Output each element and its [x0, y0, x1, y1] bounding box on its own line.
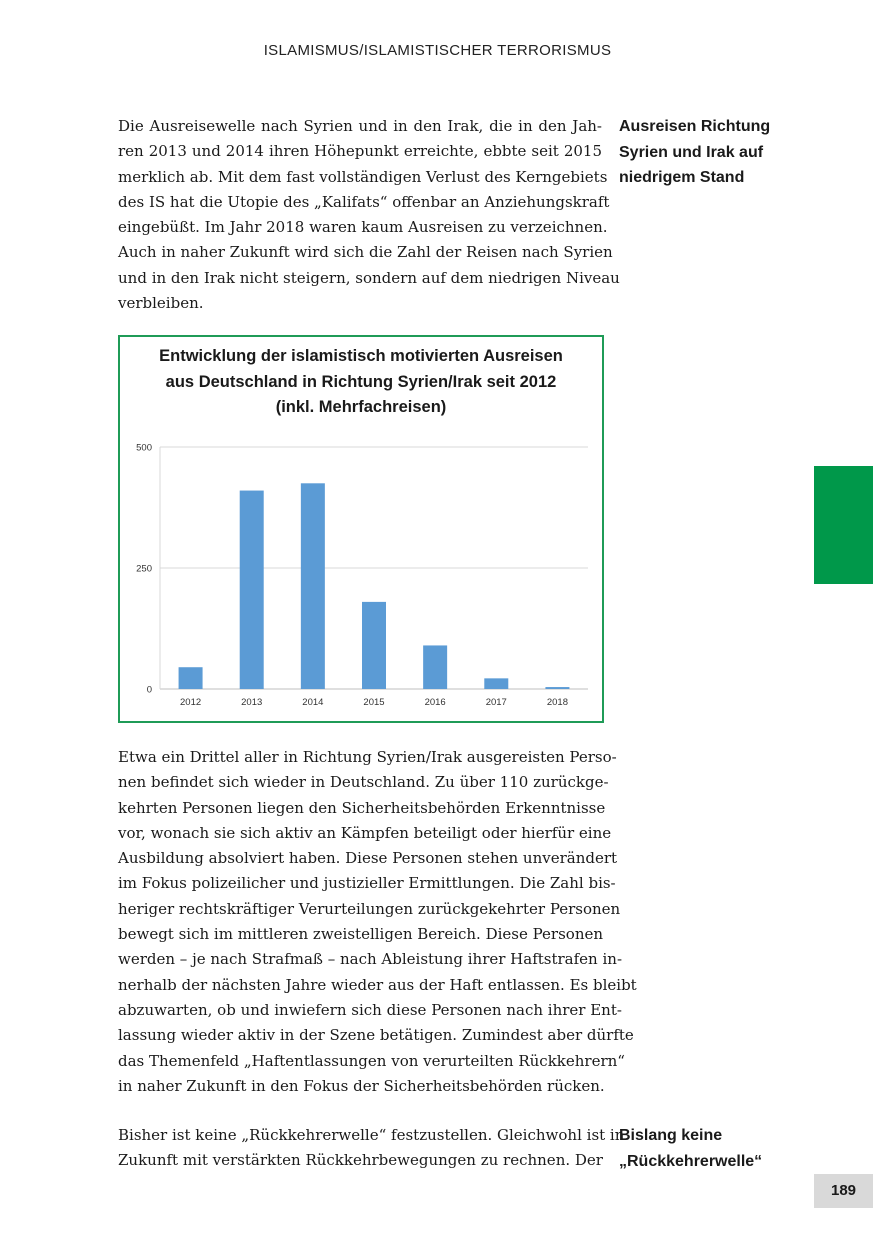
y-tick-label: 500: [136, 442, 152, 454]
margin-note-departures: [619, 114, 799, 191]
x-tick-label: 2014: [302, 697, 324, 708]
chart-frame: [118, 335, 604, 723]
text-line: des IS hat die Utopie des „Kalifats“ offenbar an Anziehungskraft: [118, 192, 610, 211]
x-tick-label: 2012: [180, 697, 202, 708]
x-tick-label: 2018: [546, 697, 568, 708]
text-line: nen befindet sich wieder in Deutschland. Zu über 110 zurückge-: [118, 773, 609, 792]
y-tick-label: 250: [136, 563, 152, 575]
paragraph-no-return-wave: [118, 1123, 625, 1174]
text-line: Auch in naher Zukunft wird sich die Zahl der Reisen nach Syrien: [118, 243, 613, 262]
text-line: Die Ausreisewelle nach Syrien und in den Irak, die in den Jah-: [118, 117, 602, 135]
bar-2017: [484, 678, 508, 689]
text-line: abzuwarten, ob und inwiefern sich diese Personen nach ihrer Ent-: [118, 1000, 622, 1019]
margin-note-return-wave: [619, 1123, 799, 1174]
text-line: werden – je nach Strafmaß – nach Ableistung ihrer Haftstrafen in-: [118, 950, 623, 969]
text-line: nerhalb der nächsten Jahre wieder aus der Haft entlassen. Es bleibt: [118, 975, 637, 994]
bar-2014: [301, 483, 325, 689]
text-line: lassung wieder aktiv in der Szene betätigen. Zumindest aber dürfte: [118, 1026, 634, 1045]
x-tick-label: 2015: [363, 697, 385, 708]
text-line: eingebüßt. Im Jahr 2018 waren kaum Ausreisen zu verzeichnen.: [118, 218, 608, 237]
x-tick-label: 2013: [241, 697, 263, 708]
text-line: im Fokus polizeilicher und justizieller Ermittlungen. Die Zahl bis-: [118, 874, 616, 893]
text-line: heriger rechtskräftiger Verurteilungen zurückgekehrter Personen: [118, 899, 621, 918]
bar-2015: [362, 602, 386, 689]
text-line: ren 2013 und 2014 ihren Höhepunkt erreichte, ebbte seit 2015: [118, 142, 602, 161]
bar-2016: [423, 645, 447, 689]
chart-title-line: Entwicklung der islamistisch motivierten Ausreisen: [159, 347, 563, 365]
bar-chart: [120, 337, 602, 721]
margin-note-line: Bislang keine: [619, 1127, 723, 1144]
bar-2013: [240, 491, 264, 689]
text-line: in naher Zukunft in den Fokus der Sicherheitsbehörden rücken.: [118, 1076, 605, 1095]
chart-title-line: (inkl. Mehrfachreisen): [275, 398, 447, 416]
x-tick-label: 2016: [424, 697, 446, 708]
bar-2018: [545, 687, 569, 689]
margin-note-line: Ausreisen Richtung: [619, 118, 771, 135]
text-line: Ausbildung absolviert haben. Diese Personen stehen unverändert: [118, 849, 618, 868]
x-tick-label: 2017: [485, 697, 507, 708]
paragraph-returnees: [118, 745, 637, 1099]
text-line: vor, wonach sie sich aktiv an Kämpfen beteiligt oder hierfür eine: [118, 823, 612, 842]
page-number: 189: [814, 1174, 873, 1208]
running-header: ISLAMISMUS/ISLAMISTISCHER TERRORISMUS: [263, 42, 612, 59]
text-line: kehrten Personen liegen den Sicherheitsbehörden Erkenntnisse: [118, 798, 606, 817]
text-line: und in den Irak nicht steigern, sondern auf dem niedrigen Niveau: [118, 268, 620, 287]
text-line: Zukunft mit verstärkten Rückkehrbewegungen zu rechnen. Der: [118, 1151, 603, 1170]
chapter-tab: [814, 466, 873, 584]
text-line: bewegt sich im mittleren zweistelligen Bereich. Diese Personen: [118, 925, 604, 944]
margin-note-line: niedrigem Stand: [619, 169, 745, 186]
bar-2012: [179, 667, 203, 689]
margin-note-line: „Rückkehrerwelle“: [619, 1152, 763, 1170]
paragraph-departures: [118, 114, 620, 316]
text-line: verbleiben.: [118, 294, 204, 313]
chart-title-line: aus Deutschland in Richtung Syrien/Irak seit 2012: [165, 372, 557, 391]
text-line: Bisher ist keine „Rückkehrerwelle“ festzustellen. Gleichwohl ist in: [118, 1126, 625, 1144]
text-line: merklich ab. Mit dem fast vollständigen Verlust des Kerngebiets: [118, 167, 608, 186]
margin-note-line: Syrien und Irak auf: [619, 143, 764, 161]
text-line: Etwa ein Drittel aller in Richtung Syrien/Irak ausgereisten Perso-: [118, 748, 617, 766]
y-tick-label: 0: [146, 684, 152, 696]
text-line: das Themenfeld „Haftentlassungen von verurteilten Rückkehrern“: [118, 1051, 625, 1070]
